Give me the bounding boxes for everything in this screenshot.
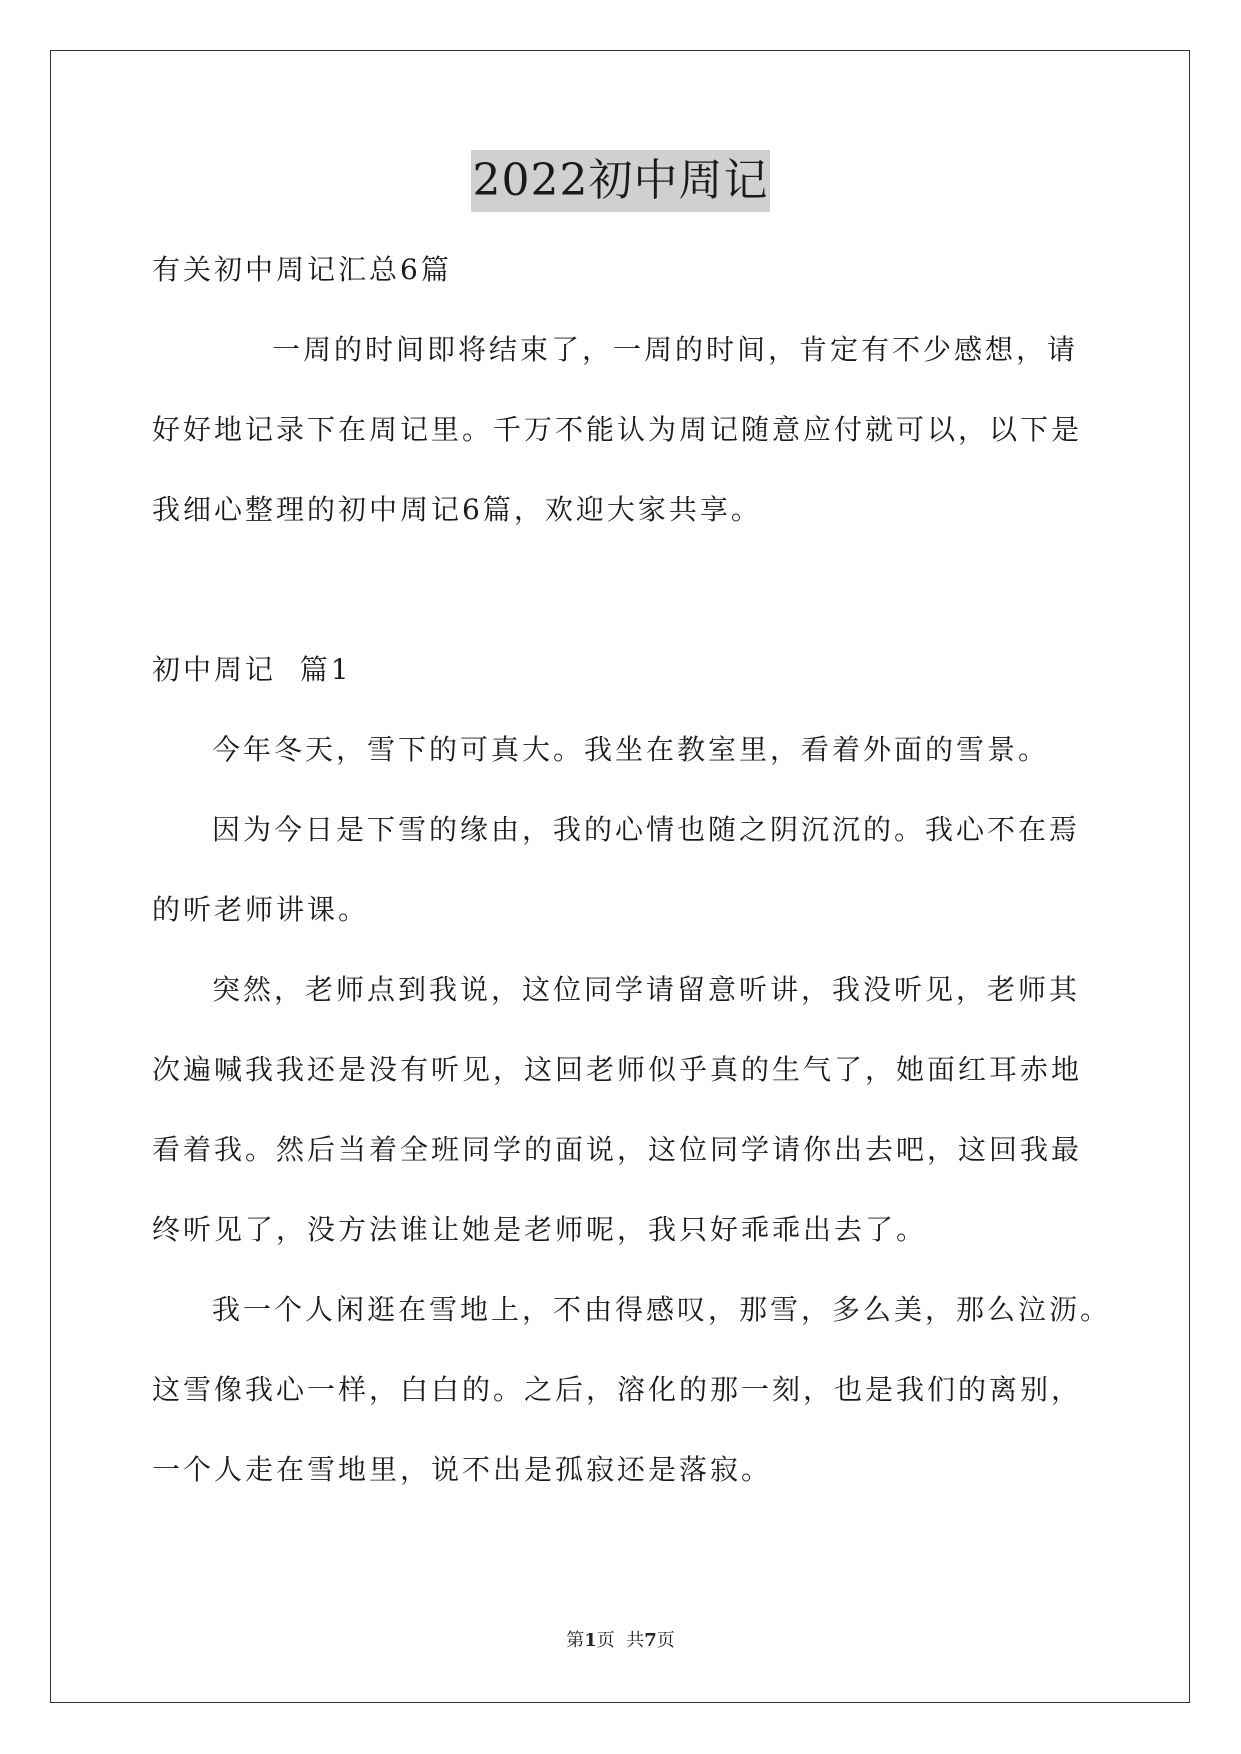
paragraph-line: 今年冬天，雪下的可真大。我坐在教室里，看着外面的雪景。 xyxy=(212,733,1050,766)
section-heading: 初中周记 篇1 xyxy=(152,653,352,686)
footer-page-prefix: 第 xyxy=(566,1630,585,1651)
paragraph-line: 的听老师讲课。 xyxy=(152,893,370,926)
title-wrap xyxy=(0,150,1241,212)
intro-line: 一周的时间即将结束了，一周的时间，肯定有不少感想，请 xyxy=(272,333,1079,366)
paragraph-line: 看着我。然后当着全班同学的面说，这位同学请你出去吧，这回我最 xyxy=(152,1133,1083,1166)
paragraph-line: 我一个人闲逛在雪地上，不由得感叹，那雪，多么美，那么泣沥。 xyxy=(212,1293,1112,1326)
footer-page-suffix: 页 xyxy=(656,1630,675,1651)
footer-page-mid: 页 共 xyxy=(596,1630,645,1651)
footer-current-page: 1 xyxy=(584,1630,597,1651)
paragraph-line: 突然，老师点到我说，这位同学请留意听讲，我没听见，老师其 xyxy=(212,973,1081,1006)
spacer xyxy=(152,550,1092,630)
paragraph-line: 次遍喊我我还是没有听见，这回老师似乎真的生气了，她面红耳赤地 xyxy=(152,1053,1083,1086)
document-body xyxy=(152,230,1112,1510)
intro-line: 好好地记录下在周记里。千万不能认为周记随意应付就可以，以下是 xyxy=(152,413,1083,446)
footer-total-pages: 7 xyxy=(644,1630,657,1651)
document-title: 2022初中周记 xyxy=(471,150,771,212)
intro-heading: 有关初中周记汇总6篇 xyxy=(152,253,452,286)
intro-line: 我细心整理的初中周记6篇，欢迎大家共享。 xyxy=(152,493,762,526)
paragraph-line: 终听见了，没方法谁让她是老师呢，我只好乖乖出去了。 xyxy=(152,1213,928,1246)
page-footer xyxy=(0,1626,1241,1652)
paragraph-line: 这雪像我心一样，白白的。之后，溶化的那一刻，也是我们的离别， xyxy=(152,1373,1083,1406)
paragraph-line: 因为今日是下雪的缘由，我的心情也随之阴沉沉的。我心不在焉 xyxy=(212,813,1081,846)
paragraph-line: 一个人走在雪地里，说不出是孤寂还是落寂。 xyxy=(152,1453,773,1486)
